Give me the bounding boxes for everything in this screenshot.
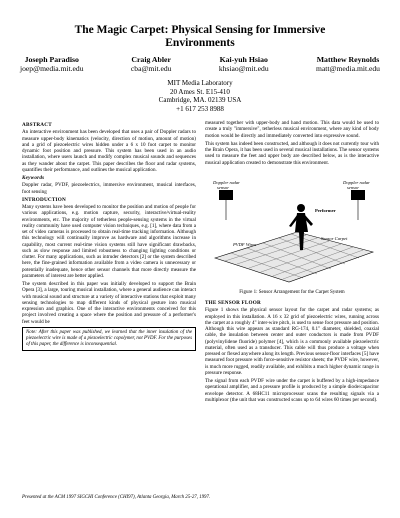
author-email: khsiao@mit.edu <box>218 64 269 73</box>
author-name: Matthew Reynolds <box>316 55 380 64</box>
author-block <box>316 55 380 73</box>
affiliation <box>0 79 400 113</box>
keywords-text: Doppler radar, PVDF, piezoelectrics, immersive environment, musical interfaces, foot sensing <box>22 182 196 195</box>
label-radar-left: Doppler radar <box>213 179 240 185</box>
label-radar-left-2: sensor <box>217 184 229 190</box>
sensor-floor-heading: THE SENSOR FLOOR <box>205 300 261 306</box>
affiliation-line: 20 Ames St. E15-410 <box>170 87 230 96</box>
paper-title <box>0 24 400 50</box>
author-block <box>20 55 84 73</box>
author-name: Kai-yuh Hsiao <box>219 55 268 64</box>
radar-right-icon <box>351 190 365 200</box>
introduction-paragraph: Many systems have been developed to monitor the position and motion of people for various applications, e.g. motion capture, security, interactive/virtual-reality environments, etc. The majority of tetherless people-sensing systems in the virtual reality community have used computer vision techniques, e.g. [1], where data from a set of video cameras is processed to obtain real-time tracking information. Although this technology will continually improve as hardware and algorithms increase in capability, most current real-time vision systems still have significant drawbacks, such as slow response and limited robustness to changing lighting conditions or clutter. For many applications, such as intruder detectors [2] or the system described here, the fine-grained information available from a video camera is unnecessary or potentially inadequate, hence other sensor channels that more directly measure the parameters of interest are better applied. <box>22 204 196 279</box>
figure-caption: Figure 1: Sensor Arrangement for the Carpet System <box>239 289 345 295</box>
body-paragraph: Figure 1 shows the physical sensor layout for the carpet and radar systems; as employed in this installation. A 16 x 32 grid of piezoelectric wires, running across the carpet at a roughly 4" inter-wire pitch, is used to sense foot pressure and position. Although this wire appears as standard RG-174, 0.1" diameter, shielded, coaxial cable, the insulation between center and outer conductors is made from PVDF (polyvinylidene fluoride) polymer [4], which is a commonly available piezoelectric material, often used as a transducer. This cable will thus produce a voltage when pressed or flexed anywhere along its length. Previous sensor-floor interfaces [5] have measured foot pressure with force-sensitive resistor sheets; the PVDF wire, however, is much more rugged, readily available, and exhibits a much higher dynamic range in pressure response. <box>205 307 379 376</box>
carpet-shape <box>215 232 373 282</box>
radar-left-icon <box>219 190 233 200</box>
introduction-heading: INTRODUCTION <box>22 196 66 203</box>
author-email: joep@media.mit.edu <box>20 64 84 73</box>
right-column <box>205 120 379 405</box>
left-column <box>22 120 196 351</box>
sensor-arrangement-illustration <box>205 170 379 288</box>
author-block <box>131 55 172 73</box>
author-email: cba@mit.edu <box>130 64 172 73</box>
body-paragraph: This system has indeed been constructed, and although it does not currently tour with the Brain Opera, it has been used in several musical installations. The sensor systems used to measure the feet and upper body are described below, as is the interactive musical application created to demonstrate this environment. <box>205 140 379 166</box>
author-block <box>219 55 269 73</box>
title-line-2: Environments <box>165 37 235 49</box>
author-list <box>20 55 380 73</box>
label-radar-right-2: sensor <box>347 184 359 190</box>
label-carpet: Sensor Carpet <box>321 235 348 241</box>
erratum-note: Note: After this paper was published, we learned that the inner insulation of the piezoelectric wire is made of a piezoelectric copolymer, not PVDF. For the purposes of this paper, the difference is inconsequential. <box>22 327 196 351</box>
keywords-heading: Keywords <box>22 175 45 181</box>
body-paragraph: measured together with upper-body and hand motion. This data would be used to create a truly "immersive", tetherless musical environment, where any kind of body motion would be directly and immediately converted into expressive sound. <box>205 120 379 139</box>
author-email: matt@media.mit.edu <box>316 64 380 73</box>
body-paragraph: The signal from each PVDF wire under the carpet is buffered by a high-impedance operational amplifier, and a pressure profile is produced by a simple diode/capacitor envelope detector. A 68HC11 microprocessor scans the resulting signals via a multiplexor (the unit that was constructed scans up to 64 wires 60 times per second). <box>205 378 379 403</box>
figure-1 <box>205 170 379 288</box>
title-line-1: The Magic Carpet: Physical Sensing for Immersive <box>74 24 326 36</box>
abstract-heading: ABSTRACT <box>22 122 52 128</box>
affiliation-line: +1 617 253 8988 <box>176 104 224 113</box>
author-name: Craig Abler <box>131 55 171 64</box>
author-name: Joseph Paradiso <box>24 55 79 64</box>
affiliation-line: MIT Media Laboratory <box>167 79 233 87</box>
label-wires: PVDF Wires <box>233 241 257 247</box>
introduction-paragraph: The system described in this paper was initially developed to support the Brain Opera [3], a large, touring musical installation, where a general audience can interact with musical sound and structure at a variety of interactive stations that exploit many sensing technologies to map different kinds of physical gesture into musical expression and graphics. One of the interactive environments conceived for this project involved creating a space where the position and pressure of a performer's feet would be <box>22 281 196 325</box>
abstract-text: An interactive environment has been developed that uses a pair of Doppler radars to measure upper-body kinematics (velocity, direction of motion, amount of motion) and a grid of piezoelectric wires hidden under a 6 x 10 foot carpet to monitor dynamic foot position and pressure. This system has been used in an audio installation, where users launch and modify complex musical sounds and sequences as they wander about the carpet. This paper describes the floor and radar systems, quantifies their performance, and outlines the musical application. <box>22 129 196 173</box>
label-performer: Performer <box>315 207 336 213</box>
conference-footer: Presented at the ACM 1997 SIGCHI Conference (CHI97), Atlanta Georgia, March 25-27, 1997. <box>22 495 211 500</box>
label-radar-right: Doppler radar <box>343 179 370 185</box>
affiliation-line: Cambridge, MA. 02139 USA <box>158 96 242 105</box>
